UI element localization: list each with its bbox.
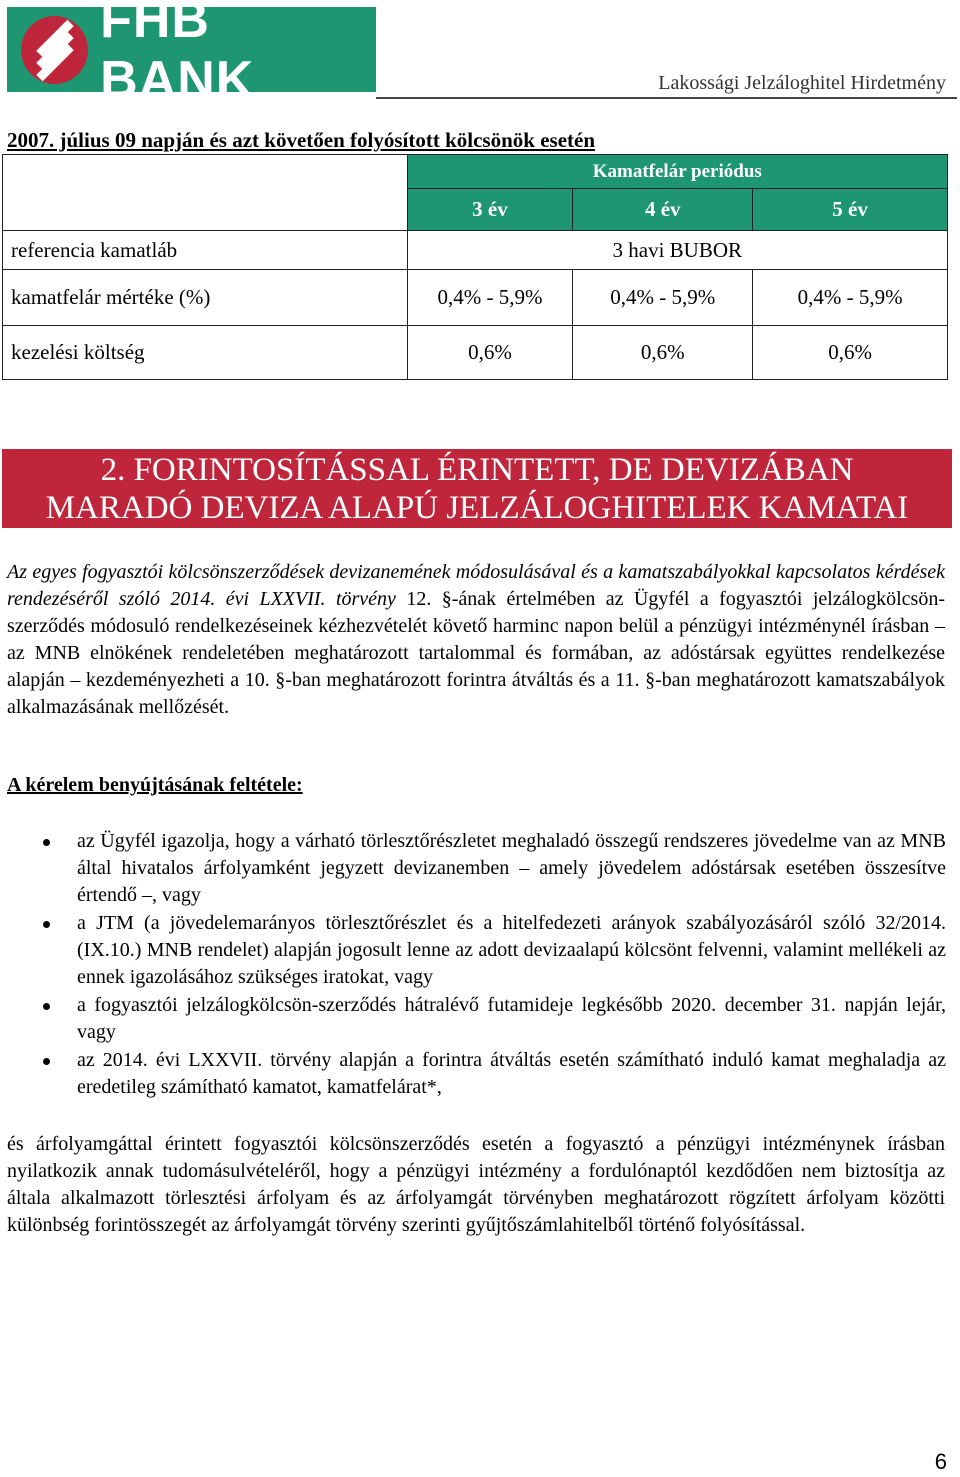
closing-paragraph: és árfolyamgáttal érintett fogyasztói kölcsönszerződés esetén a fogyasztó a pénzügyi intézménynek írásban nyilatkozik annak tudomásulvételéről, hogy a pénzügyi intézmény a fordulónaptól kezdődően nem biztosítja az általa alkalmazott törlesztési árfolyam és az árfolyamgát törvényben meghatározott rögzített árfolyam közötti különbség forintösszegét az árfolyamgát törvény szerinti gyűjtőszámlahitelből történő folyósítással.: [7, 1133, 945, 1236]
row-label: kezelési költség: [3, 326, 408, 380]
list-item: az Ügyfél igazolja, hogy a várható törlesztőrészletet meghaladó összegű rendszeres jövedelme van az MNB által hivatalos árfolyamként jegyzett devizanemben – amely jövedelem adóstársak esetében összesítve értendő –, vagy: [0, 828, 946, 909]
period-header-4: 4 év: [573, 189, 753, 231]
row-label: referencia kamatláb: [3, 231, 408, 270]
fhb-bank-logo: [7, 0, 376, 109]
banner-line: MARADÓ DEVIZA ALAPÚ JELZÁLOGHITELEK KAMATAI: [45, 490, 909, 526]
period-header-3: 3 év: [407, 189, 573, 231]
period-group-header: Kamatfelár periódus: [407, 155, 947, 189]
table-cell: 0,6%: [753, 326, 948, 380]
fhb-emblem-icon: [21, 16, 88, 84]
page-number: 6: [934, 1449, 947, 1474]
table-cell: 0,6%: [573, 326, 753, 380]
banner-line: 2. FORINTOSÍTÁSSAL ÉRINTETT, DE DEVIZÁBAN: [100, 452, 854, 488]
list-item: az 2014. évi LXXVII. törvény alapján a forintra átváltás esetén számítható induló kamat meghaladja az eredetileg számítható kamatot, kamatfelárat*,: [0, 1047, 946, 1101]
list-item: a fogyasztói jelzálogkölcsön-szerződés hátralévő futamideje legkésőbb 2020. december 31. napján lejár, vagy: [0, 992, 946, 1046]
list-item: a JTM (a jövedelemarányos törlesztőrészlet és a hitelfedezeti arányok szabályozásáról szóló 32/2014. (IX.10.) MNB rendelet) alapján jogosult lenne az adott devizaalapú kölcsönt felvenni, valamint mellékeli az ennek igazolásához szükséges iratokat, vagy: [0, 910, 946, 991]
header-divider: [376, 97, 957, 99]
intro-paragraph: [7, 559, 945, 721]
table-cell: 0,4% - 5,9%: [573, 270, 753, 326]
table-row: [3, 326, 948, 380]
row-label: kamatfelár mértéke (%): [3, 270, 408, 326]
period-header-5: 5 év: [753, 189, 948, 231]
section-title: 2007. július 09 napján és azt követően folyósított kölcsönök esetén: [7, 128, 596, 152]
reference-rate-value: 3 havi BUBOR: [407, 231, 947, 270]
table-corner-cell: [3, 189, 408, 231]
brand-name: FHB BANK: [100, 0, 255, 109]
table-row: [3, 231, 948, 270]
table-cell: 0,4% - 5,9%: [753, 270, 948, 326]
section-banner: [2, 449, 952, 528]
rates-table: [2, 154, 948, 380]
requirements-list: [0, 828, 946, 1102]
table-row: [3, 270, 948, 326]
intro-text: 12. §-ának értelmében az Ügyfél a fogyasztói jelzálogkölcsön-szerződés módosuló rendelkezéseinek kézhezvételét követő harminc napon belül a pénzügyi intézménynél írásban – az MNB elnökének rendeletében meghatározott tartalommal és formában, az adóstársak együttes rendelkezése alapján – kezdeményezheti a 10. §-ban meghatározott forintra átváltás és a 11. §-ban meghatározott kamatszabályok alkalmazásának mellőzését.: [7, 588, 945, 718]
requirements-title: A kérelem benyújtásának feltétele:: [7, 774, 303, 796]
law-citation: Az egyes fogyasztói kölcsönszerződések devizanemének módosulásával és a kamatszabályokkal kapcsolatos kérdések rendezéséről szóló 2014. évi LXXVII. törvény: [7, 561, 945, 610]
table-corner-cell: [3, 155, 408, 189]
document-type: Lakossági Jelzáloghitel Hirdetmény: [658, 72, 946, 94]
table-cell: 0,6%: [407, 326, 573, 380]
table-cell: 0,4% - 5,9%: [407, 270, 573, 326]
